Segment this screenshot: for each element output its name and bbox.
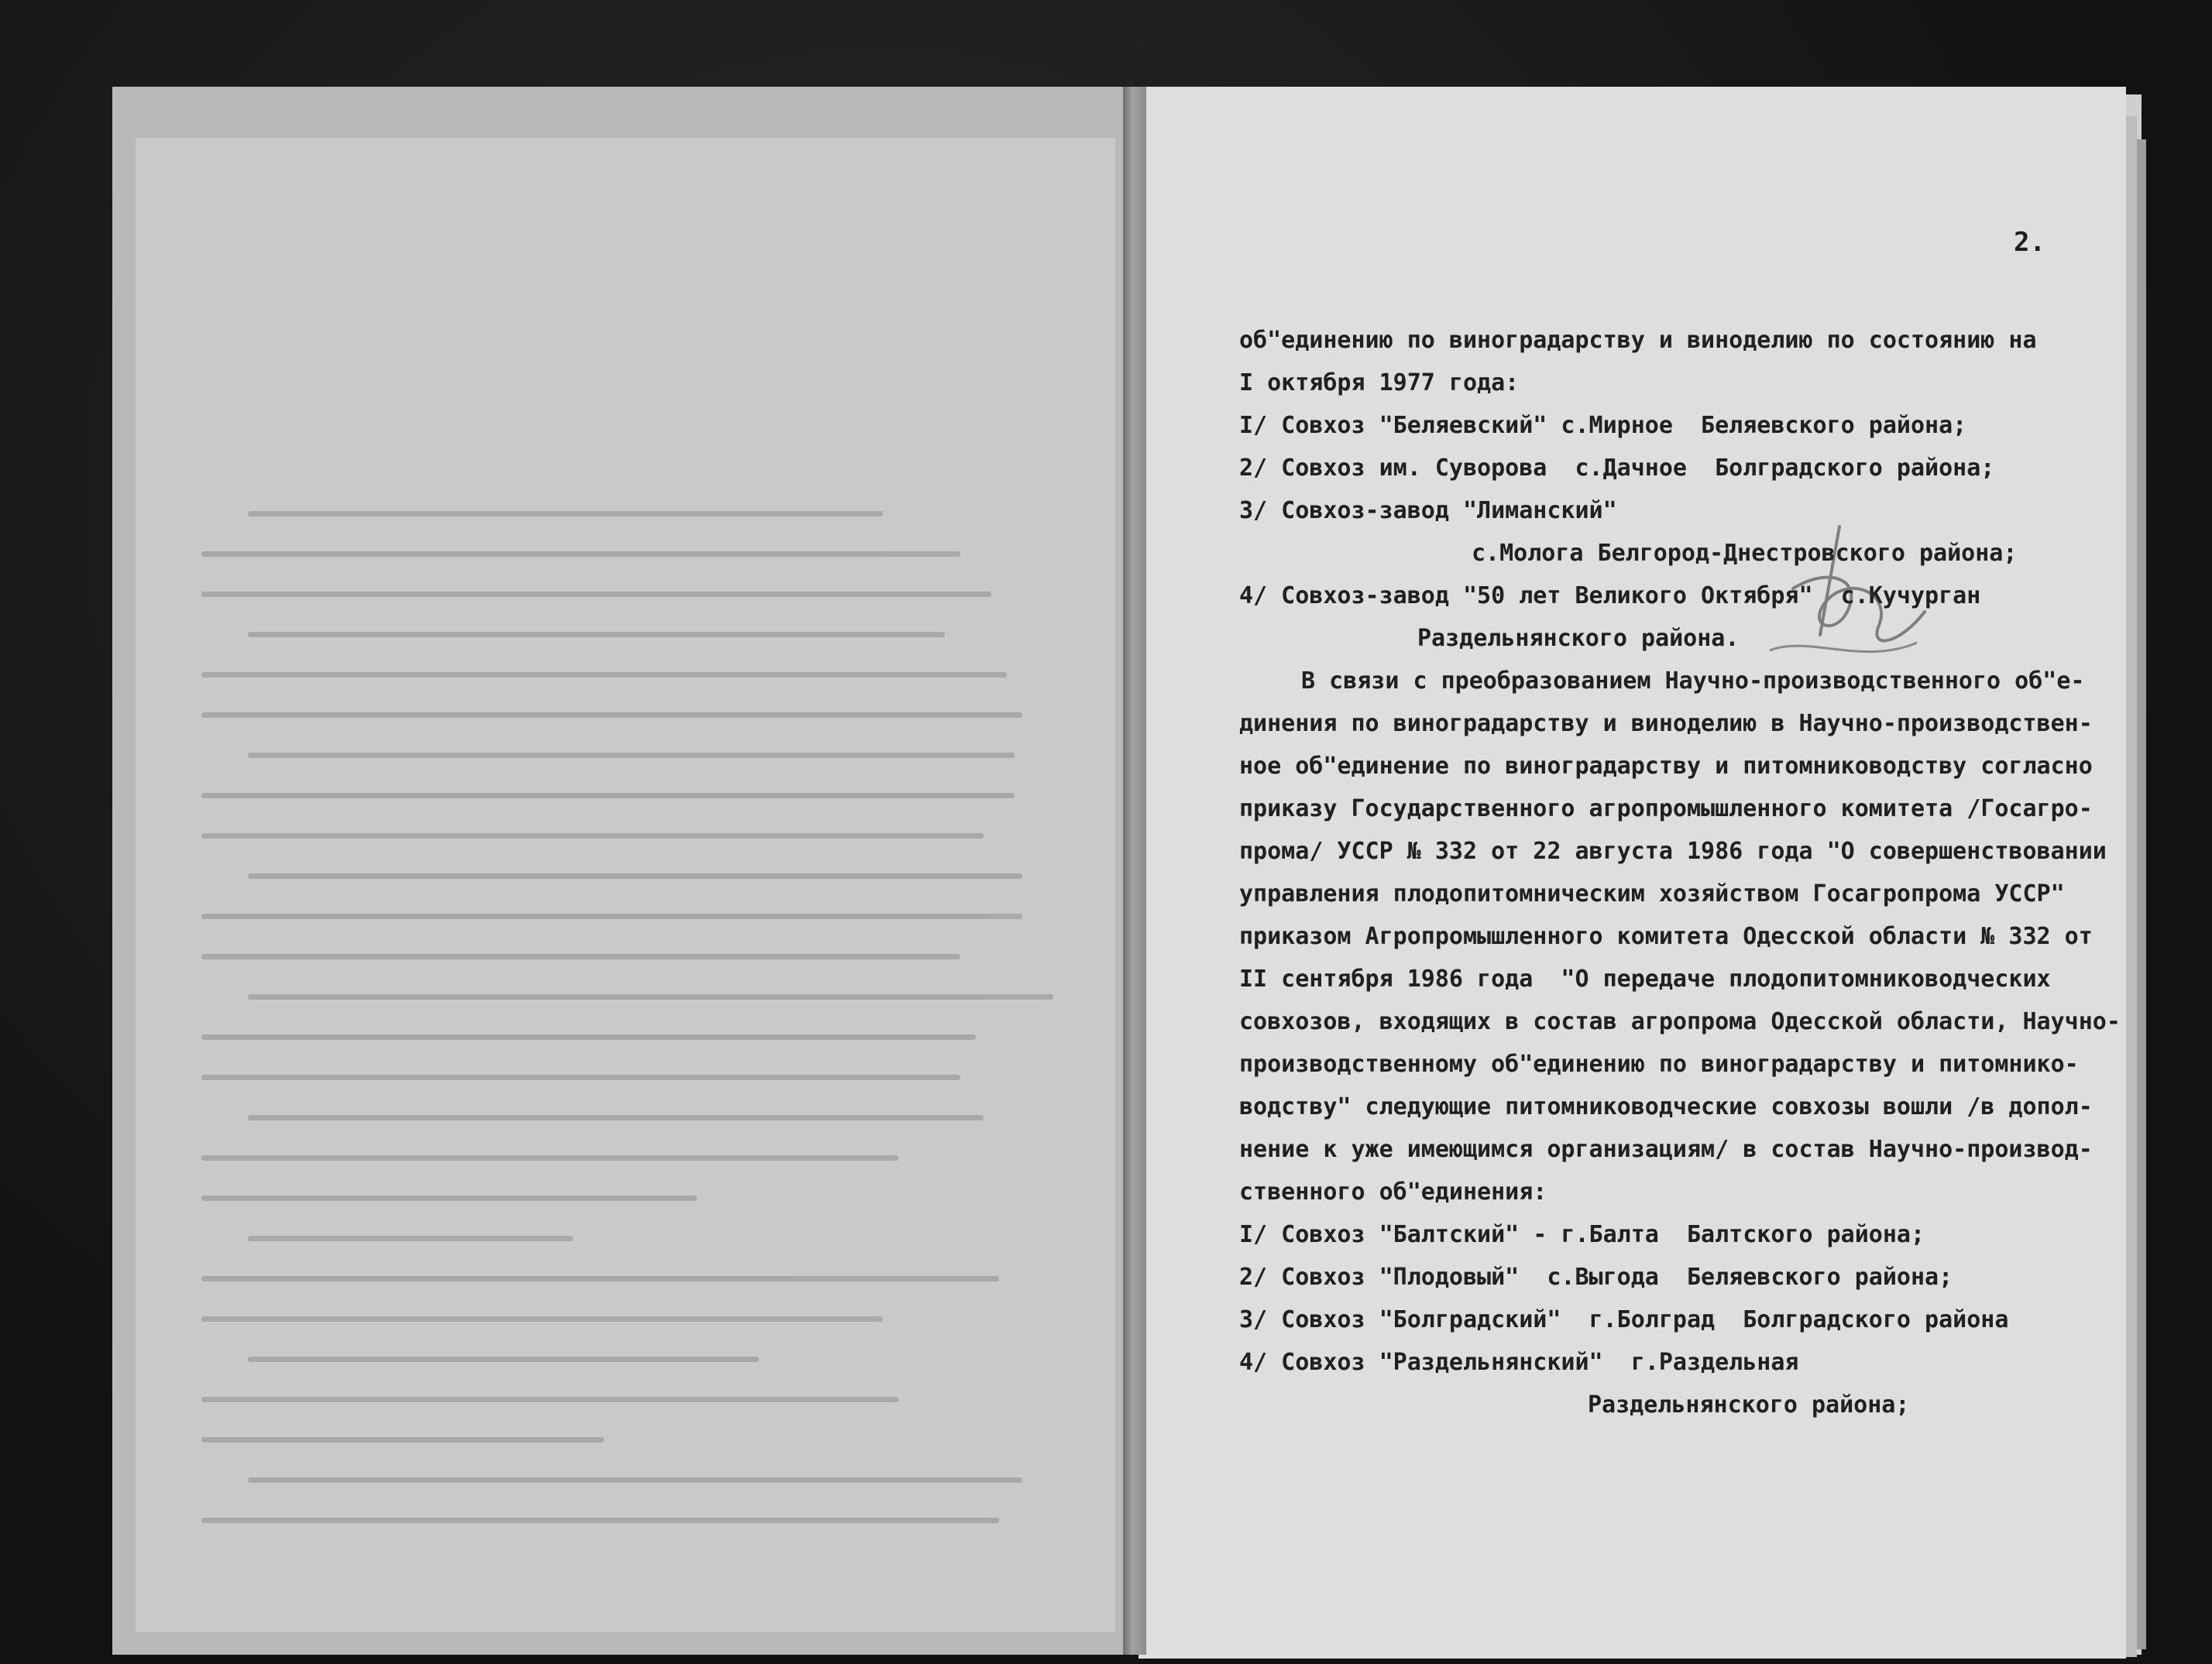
bleed-line: [248, 1236, 573, 1241]
bleed-line: [201, 1196, 697, 1201]
bleed-line: [248, 994, 1053, 1000]
text-line: Раздельнянского района.: [1417, 625, 1740, 652]
page-number: 2.: [2014, 227, 2045, 258]
text-line: В связи с преобразованием Научно-производственного об"е-: [1301, 667, 2085, 695]
text-line: совхозов, входящих в состав агропрома Одесской области, Научно-: [1239, 1008, 2121, 1035]
bleed-line: [201, 1155, 898, 1161]
bleed-line: [248, 1477, 1022, 1483]
text-line: производственному об"единению по виноградарству и питомнико-: [1239, 1051, 2079, 1078]
bleed-line: [201, 914, 1022, 919]
text-line: 4/ Совхоз "Раздельнянский" г.Раздельная: [1239, 1349, 1799, 1376]
text-line: I/ Совхоз "Беляевский" с.Мирное Беляевского района;: [1239, 412, 1967, 439]
text-line: Раздельнянского района;: [1588, 1391, 1910, 1419]
text-line: ственного об"единения:: [1239, 1179, 1547, 1206]
text-line: 2/ Совхоз "Плодовый" с.Выгода Беляевского района;: [1239, 1264, 1953, 1291]
text-line: нение к уже имеющимся организациям/ в состав Научно-производ-: [1239, 1136, 2093, 1163]
bleed-line: [248, 1115, 984, 1120]
text-line: 4/ Совхоз-завод "50 лет Великого Октября" с.Кучурган: [1239, 582, 1981, 609]
left-page-bleed-through: [201, 511, 1053, 1541]
text-line: приказом Агропромышленного комитета Одесской области № 332 от: [1239, 923, 2093, 950]
text-line: динения по виноградарству и виноделию в Научно-производствен-: [1239, 710, 2093, 737]
bleed-line: [248, 511, 883, 516]
text-line: 3/ Совхоз-завод "Лиманский": [1239, 497, 1617, 524]
text-line: 2/ Совхоз им. Суворова с.Дачное Болградского района;: [1239, 455, 1995, 482]
text-line: об"единению по виноградарству и виноделию по состоянию на: [1239, 327, 2037, 354]
page-edge-inner: [2137, 139, 2146, 1649]
bleed-line: [201, 1034, 976, 1040]
book-spine: [1123, 87, 1146, 1655]
bleed-line: [201, 592, 991, 597]
bleed-line: [248, 753, 1015, 758]
text-line: ное об"единение по виноградарству и питомниководству согласно: [1239, 753, 2093, 780]
bleed-line: [201, 833, 984, 839]
bleed-line: [248, 1357, 759, 1362]
page-edge: [2126, 116, 2137, 1657]
text-line: прома/ УССР № 332 от 22 августа 1986 года "О совершенствовании: [1239, 838, 2107, 865]
text-line: водству" следующие питомниководческие совхозы вошли /в допол-: [1239, 1093, 2093, 1120]
bleed-line: [201, 1316, 883, 1322]
bleed-line: [201, 1437, 604, 1443]
bleed-line: [201, 712, 1022, 718]
bleed-line: [248, 873, 1022, 879]
bleed-line: [201, 1276, 999, 1281]
bleed-line: [201, 793, 1015, 798]
text-line: 3/ Совхоз "Болградский" г.Болград Болградского района: [1239, 1306, 2009, 1333]
text-line: II сентября 1986 года "О передаче плодопитомниководческих: [1239, 966, 2051, 993]
text-line: с.Молога Белгород-Днестровского района;: [1472, 540, 2018, 567]
text-line: приказу Государственного агропромышленного комитета /Госагро-: [1239, 795, 2093, 822]
bleed-line: [201, 1075, 960, 1080]
bleed-line: [201, 672, 1007, 678]
text-line: управления плодопитомническим хозяйством Госагропрома УССР": [1239, 880, 2065, 907]
bleed-line: [201, 1518, 999, 1523]
text-line: I октября 1977 года:: [1239, 369, 1520, 396]
text-line: I/ Совхоз "Балтский" - г.Балта Балтского района;: [1239, 1221, 1925, 1248]
document-body: [1239, 319, 2121, 1426]
bleed-line: [248, 632, 945, 637]
handwritten-signature: [1747, 519, 1940, 681]
bleed-line: [201, 551, 960, 557]
bleed-line: [201, 1397, 898, 1402]
bleed-line: [201, 954, 960, 959]
